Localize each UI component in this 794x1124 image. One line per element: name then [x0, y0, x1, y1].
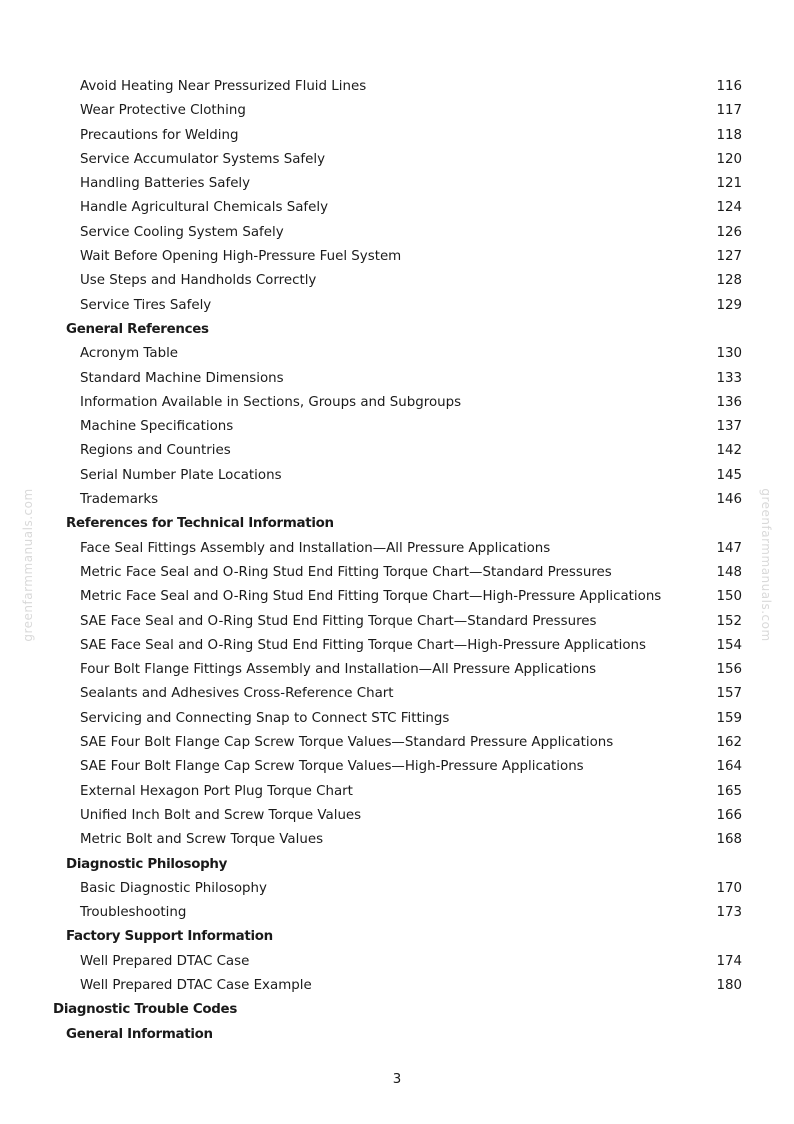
toc-entry-page: 150	[716, 589, 742, 605]
toc-entry-title: General References	[66, 321, 209, 337]
toc-entry-title: Diagnostic Philosophy	[66, 856, 228, 872]
toc-entry-page: 173	[716, 905, 742, 921]
toc-entry[interactable]	[0, 950, 794, 974]
toc-entry-title: Unified Inch Bolt and Screw Torque Values	[80, 807, 362, 823]
toc-entry[interactable]	[0, 634, 794, 658]
toc-entry[interactable]	[0, 439, 794, 463]
toc-entry-page: 170	[716, 880, 742, 896]
toc-entry-title: Serial Number Plate Locations	[80, 467, 282, 483]
toc-entry-title: Diagnostic Trouble Codes	[53, 1002, 238, 1018]
toc-entry-page: 180	[716, 977, 742, 993]
toc-entry-page: 146	[716, 492, 742, 508]
toc-entry-title: Factory Support Information	[66, 929, 273, 945]
toc-entry[interactable]	[0, 124, 794, 148]
toc-entry[interactable]	[0, 804, 794, 828]
toc-entry[interactable]	[0, 755, 794, 779]
toc-entry-title: Wear Protective Clothing	[80, 103, 246, 119]
toc-entry-title: Metric Face Seal and O-Ring Stud End Fitting Torque Chart—Standard Pressures	[80, 564, 612, 580]
toc-entry-page: 164	[716, 759, 742, 775]
toc-entry-title: Well Prepared DTAC Case Example	[80, 977, 312, 993]
toc-entry-title: SAE Face Seal and O-Ring Stud End Fitting Torque Chart—High-Pressure Applications	[80, 637, 647, 653]
toc-entry-title: Servicing and Connecting Snap to Connect STC Fittings	[80, 710, 450, 726]
watermark-left: greenfarmmanuals.com	[21, 488, 35, 642]
toc-entry-title: Troubleshooting	[80, 905, 187, 921]
toc-entry-title: Use Steps and Handholds Correctly	[80, 273, 317, 289]
toc-entry[interactable]	[0, 780, 794, 804]
toc-entry-page: 168	[716, 832, 742, 848]
toc-entry-title: Avoid Heating Near Pressurized Fluid Lines	[80, 79, 367, 94]
toc-entry-title: SAE Face Seal and O-Ring Stud End Fitting Torque Chart—Standard Pressures	[80, 613, 597, 629]
toc-entry-title: Acronym Table	[80, 346, 179, 362]
toc-entry[interactable]	[0, 561, 794, 585]
toc-entry-page: 117	[716, 103, 742, 119]
toc-section-heading[interactable]	[0, 925, 794, 949]
toc-entry-page: 127	[716, 249, 742, 265]
toc-entry-title: Precautions for Welding	[80, 127, 239, 143]
toc-entry-title: Service Cooling System Safely	[80, 224, 284, 240]
toc-entry-page: 121	[716, 176, 742, 192]
toc-entry-title: Four Bolt Flange Fittings Assembly and Installation—All Pressure Applications	[80, 662, 597, 678]
toc-entry-page: 124	[716, 200, 742, 216]
toc-entry[interactable]	[0, 294, 794, 318]
toc-entry-page: 147	[716, 540, 742, 556]
toc-entry-page: 136	[716, 394, 742, 410]
toc-entry[interactable]	[0, 537, 794, 561]
toc-entry-page: 165	[716, 783, 742, 799]
toc-entry-page: 162	[716, 735, 742, 751]
toc-entry-title: Service Tires Safely	[80, 297, 212, 313]
toc-section-heading[interactable]	[0, 318, 794, 342]
toc-entry-title: Information Available in Sections, Groups and Subgroups	[80, 394, 462, 410]
toc-entry[interactable]	[0, 682, 794, 706]
toc-entry[interactable]	[0, 974, 794, 998]
toc-entry-page: 156	[716, 662, 742, 678]
toc-entry-page: 159	[716, 710, 742, 726]
toc-entry-title: Well Prepared DTAC Case	[80, 953, 250, 969]
toc-entry-title: Standard Machine Dimensions	[80, 370, 284, 386]
toc-entry[interactable]	[0, 245, 794, 269]
toc-entry-page: 128	[716, 273, 742, 289]
toc-entry[interactable]	[0, 488, 794, 512]
table-of-contents	[0, 75, 794, 1047]
toc-entry-title: Metric Bolt and Screw Torque Values	[80, 832, 324, 848]
toc-section-heading[interactable]	[0, 512, 794, 536]
toc-entry-page: 154	[716, 637, 742, 653]
toc-entry-title: Wait Before Opening High-Pressure Fuel System	[80, 249, 402, 265]
toc-entry[interactable]	[0, 585, 794, 609]
toc-entry[interactable]	[0, 464, 794, 488]
toc-entry-page: 152	[716, 613, 742, 629]
toc-entry-title: Handle Agricultural Chemicals Safely	[80, 200, 329, 216]
toc-entry-page: 145	[716, 467, 742, 483]
toc-entry-title: Face Seal Fittings Assembly and Installation—All Pressure Applications	[80, 540, 551, 556]
toc-entry-title: External Hexagon Port Plug Torque Chart	[80, 783, 353, 799]
toc-entry[interactable]	[0, 75, 794, 99]
toc-entry[interactable]	[0, 367, 794, 391]
toc-entry-page: 130	[716, 346, 742, 362]
toc-entry-page: 148	[716, 564, 742, 580]
toc-entry-title: Machine Specifications	[80, 419, 234, 435]
toc-entry-page: 133	[716, 370, 742, 386]
toc-entry-title: Handling Batteries Safely	[80, 176, 251, 192]
toc-entry[interactable]	[0, 415, 794, 439]
toc-entry-page: 126	[716, 224, 742, 240]
toc-entry[interactable]	[0, 221, 794, 245]
toc-entry-page: 166	[716, 807, 742, 823]
toc-entry-title: Basic Diagnostic Philosophy	[80, 880, 267, 896]
toc-entry-page: 174	[716, 953, 742, 969]
toc-entry-page: 116	[716, 79, 742, 94]
toc-entry-title: General Information	[66, 1026, 213, 1042]
toc-entry[interactable]	[0, 99, 794, 123]
toc-section-heading[interactable]	[0, 1023, 794, 1047]
toc-entry[interactable]	[0, 877, 794, 901]
toc-entry-page: 157	[716, 686, 742, 702]
toc-entry[interactable]	[0, 391, 794, 415]
toc-entry[interactable]	[0, 196, 794, 220]
toc-section-heading[interactable]	[0, 998, 794, 1022]
toc-entry-page: 142	[716, 443, 742, 459]
toc-entry-page: 137	[716, 419, 742, 435]
toc-entry-page: 129	[716, 297, 742, 313]
toc-entry[interactable]	[0, 148, 794, 172]
toc-entry[interactable]	[0, 610, 794, 634]
toc-entry-page: 118	[716, 127, 742, 143]
watermark-right: greenfarmmanuals.com	[759, 488, 773, 642]
toc-section-heading[interactable]	[0, 853, 794, 877]
toc-entry[interactable]	[0, 828, 794, 852]
toc-entry-page: 120	[716, 151, 742, 167]
toc-entry-title: Service Accumulator Systems Safely	[80, 151, 326, 167]
toc-entry[interactable]	[0, 901, 794, 925]
toc-entry[interactable]	[0, 172, 794, 196]
toc-entry-title: Metric Face Seal and O-Ring Stud End Fitting Torque Chart—High-Pressure Applications	[80, 589, 662, 605]
toc-entry-title: SAE Four Bolt Flange Cap Screw Torque Values—High-Pressure Applications	[80, 759, 584, 775]
toc-entry[interactable]	[0, 731, 794, 755]
toc-entry[interactable]	[0, 707, 794, 731]
page-number: 3	[392, 1072, 402, 1087]
toc-entry-title: SAE Four Bolt Flange Cap Screw Torque Values—Standard Pressure Applications	[80, 735, 614, 751]
toc-entry-title: Trademarks	[80, 492, 159, 508]
toc-entry[interactable]	[0, 658, 794, 682]
toc-entry[interactable]	[0, 269, 794, 293]
toc-entry[interactable]	[0, 342, 794, 366]
toc-entry-title: Sealants and Adhesives Cross-Reference Chart	[80, 686, 394, 702]
toc-entry-title: References for Technical Information	[66, 516, 334, 532]
toc-entry-title: Regions and Countries	[80, 443, 231, 459]
